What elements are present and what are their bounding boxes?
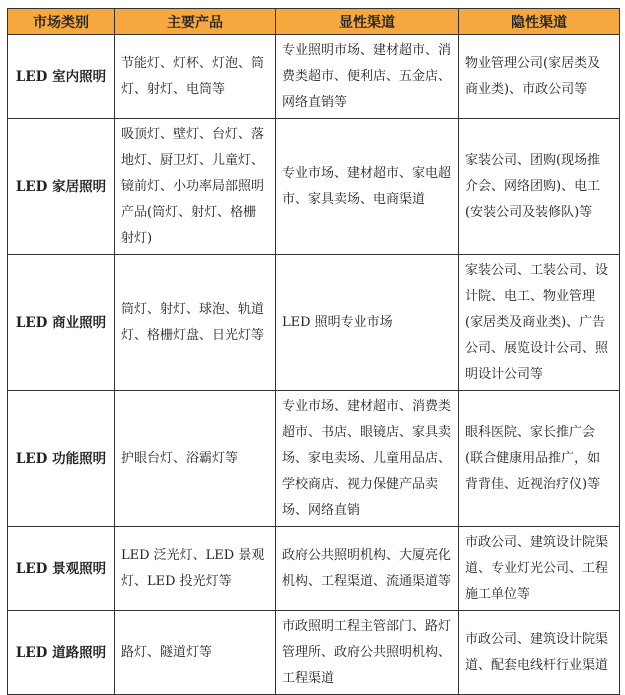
row-products: 护眼台灯、浴霸灯等: [115, 391, 276, 527]
row-implicit-channels: 家装公司、工装公司、设计院、电工、物业管理(家居类及商业类)、广告公司、展览设计公司、照明设计公司等: [459, 255, 620, 391]
row-implicit-channels: 市政公司、建筑设计院渠道、配套电线杆行业渠道: [459, 611, 620, 695]
header-explicit-channels: 显性渠道: [276, 9, 459, 35]
row-implicit-channels: 市政公司、建筑设计院渠道、专业灯光公司、工程施工单位等: [459, 527, 620, 611]
row-products: 吸顶灯、壁灯、台灯、落地灯、厨卫灯、儿童灯、镜前灯、小功率局部照明产品(筒灯、射灯、格栅射灯): [115, 119, 276, 255]
row-category: LED 家居照明: [8, 119, 115, 255]
row-products: LED 泛光灯、LED 景观灯、LED 投光灯等: [115, 527, 276, 611]
row-products: 筒灯、射灯、球泡、轨道灯、格栅灯盘、日光灯等: [115, 255, 276, 391]
row-explicit-channels: LED 照明专业市场: [276, 255, 459, 391]
row-explicit-channels: 专业市场、建材超市、家电超市、家具卖场、电商渠道: [276, 119, 459, 255]
row-category: LED 功能照明: [8, 391, 115, 527]
row-implicit-channels: 眼科医院、家长推广会(联合健康用品推广，如背背佳、近视治疗仪)等: [459, 391, 620, 527]
table-row: [8, 391, 620, 527]
table-row: [8, 611, 620, 695]
table-row: [8, 255, 620, 391]
table-row: [8, 35, 620, 119]
row-category: LED 商业照明: [8, 255, 115, 391]
row-products: 路灯、隧道灯等: [115, 611, 276, 695]
table-row: [8, 527, 620, 611]
header-market-category: 市场类别: [8, 9, 115, 35]
lighting-channel-table: [7, 8, 620, 695]
row-implicit-channels: 物业管理公司(家居类及商业类)、市政公司等: [459, 35, 620, 119]
row-explicit-channels: 市政照明工程主管部门、路灯管理所、政府公共照明机构、工程渠道: [276, 611, 459, 695]
row-explicit-channels: 政府公共照明机构、大厦亮化机构、工程渠道、流通渠道等: [276, 527, 459, 611]
header-implicit-channels: 隐性渠道: [459, 9, 620, 35]
row-explicit-channels: 专业市场、建材超市、消费类超市、书店、眼镜店、家具卖场、家电卖场、儿童用品店、学校商店、视力保健产品卖场、网络直销: [276, 391, 459, 527]
row-implicit-channels: 家装公司、团购(现场推介会、网络团购)、电工(安装公司及装修队)等: [459, 119, 620, 255]
header-main-products: 主要产品: [115, 9, 276, 35]
row-category: LED 道路照明: [8, 611, 115, 695]
row-category: LED 景观照明: [8, 527, 115, 611]
row-category: LED 室内照明: [8, 35, 115, 119]
row-products: 节能灯、灯杯、灯泡、筒灯、射灯、电筒等: [115, 35, 276, 119]
row-explicit-channels: 专业照明市场、建材超市、消费类超市、便利店、五金店、网络直销等: [276, 35, 459, 119]
table-row: [8, 119, 620, 255]
table-header-row: [8, 9, 620, 35]
